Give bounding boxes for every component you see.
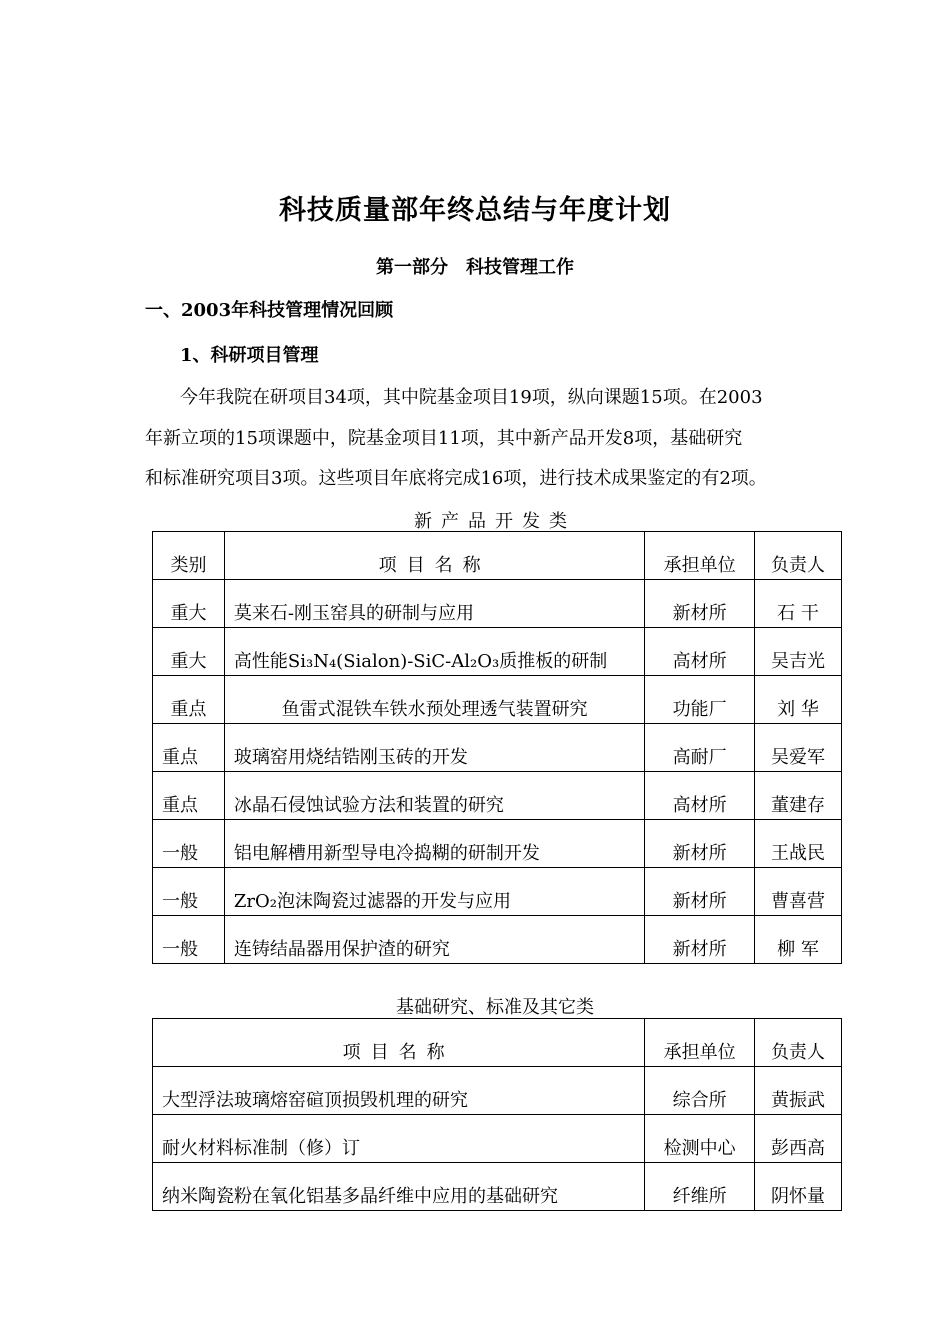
cell-project-name: 大型浮法玻璃熔窑碹顶损毁机理的研究 [153, 1067, 645, 1115]
cell-project-name: 纳米陶瓷粉在氧化铝基多晶纤维中应用的基础研究 [153, 1163, 645, 1211]
cell-unit: 新材所 [645, 916, 755, 964]
new-product-table [152, 531, 842, 964]
table-row [153, 820, 842, 868]
cell-category: 一般 [153, 820, 225, 868]
cell-lead: 石 干 [755, 580, 842, 628]
table-row [153, 1067, 842, 1115]
cell-lead: 刘 华 [755, 676, 842, 724]
header-category: 类别 [153, 532, 225, 580]
paragraph-line-2: 年新立项的15项课题中，院基金项目11项，其中新产品开发8项，基础研究 [145, 428, 743, 449]
table-row [153, 676, 842, 724]
table-row [153, 868, 842, 916]
cell-unit: 高材所 [645, 628, 755, 676]
cell-unit: 检测中心 [645, 1115, 755, 1163]
cell-lead: 吴爱军 [755, 724, 842, 772]
basic-research-table [152, 1018, 842, 1211]
table-row [153, 772, 842, 820]
header-lead: 负责人 [755, 532, 842, 580]
cell-lead: 柳 军 [755, 916, 842, 964]
cell-project-name: 高性能Si₃N₄(Sialon)-SiC-Al₂O₃质推板的研制 [224, 628, 644, 676]
header-unit: 承担单位 [645, 1019, 755, 1067]
table-header-row [153, 1019, 842, 1067]
table-row [153, 580, 842, 628]
table1-caption: 新产品开发类 [414, 511, 576, 532]
cell-category: 一般 [153, 868, 225, 916]
cell-project-name: 耐火材料标准制（修）订 [153, 1115, 645, 1163]
cell-unit: 高耐厂 [645, 724, 755, 772]
table-row [153, 628, 842, 676]
cell-project-name: 冰晶石侵蚀试验方法和装置的研究 [224, 772, 644, 820]
paragraph-line-3: 和标准研究项目3项。这些项目年底将完成16项，进行技术成果鉴定的有2项。 [145, 468, 767, 489]
cell-category: 重点 [153, 724, 225, 772]
table-row [153, 724, 842, 772]
cell-lead: 吴吉光 [755, 628, 842, 676]
cell-lead: 曹喜营 [755, 868, 842, 916]
cell-category: 重点 [153, 676, 225, 724]
cell-lead: 董建存 [755, 772, 842, 820]
cell-lead: 黄振武 [755, 1067, 842, 1115]
cell-unit: 综合所 [645, 1067, 755, 1115]
cell-category: 重大 [153, 628, 225, 676]
header-project-name: 项目名称 [153, 1019, 645, 1067]
cell-unit: 新材所 [645, 820, 755, 868]
header-lead: 负责人 [755, 1019, 842, 1067]
paragraph-line-1: 今年我院在研项目34项，其中院基金项目19项，纵向课题15项。在2003 [180, 387, 763, 408]
cell-lead: 彭西高 [755, 1115, 842, 1163]
cell-project-name: 铝电解槽用新型导电冷捣糊的研制开发 [224, 820, 644, 868]
cell-unit: 高材所 [645, 772, 755, 820]
cell-unit: 功能厂 [645, 676, 755, 724]
cell-lead: 王战民 [755, 820, 842, 868]
cell-project-name: 玻璃窑用烧结锆刚玉砖的开发 [224, 724, 644, 772]
cell-category: 重点 [153, 772, 225, 820]
table2-caption: 基础研究、标准及其它类 [396, 997, 594, 1018]
cell-unit: 新材所 [645, 580, 755, 628]
subsection-heading: 1、科研项目管理 [180, 345, 319, 366]
cell-project-name: ZrO₂泡沫陶瓷过滤器的开发与应用 [224, 868, 644, 916]
part-heading: 第一部分 科技管理工作 [376, 257, 574, 278]
cell-lead: 阴怀量 [755, 1163, 842, 1211]
table-row [153, 1115, 842, 1163]
section-heading: 一、2003年科技管理情况回顾 [145, 300, 394, 321]
document-title: 科技质量部年终总结与年度计划 [279, 195, 671, 226]
cell-project-name: 莫来石-刚玉窑具的研制与应用 [224, 580, 644, 628]
cell-project-name: 鱼雷式混铁车铁水预处理透气装置研究 [224, 676, 644, 724]
table-row [153, 916, 842, 964]
table-header-row [153, 532, 842, 580]
cell-category: 重大 [153, 580, 225, 628]
cell-category: 一般 [153, 916, 225, 964]
cell-project-name: 连铸结晶器用保护渣的研究 [224, 916, 644, 964]
cell-unit: 新材所 [645, 868, 755, 916]
cell-unit: 纤维所 [645, 1163, 755, 1211]
header-unit: 承担单位 [645, 532, 755, 580]
header-project-name: 项目名称 [224, 532, 644, 580]
table-row [153, 1163, 842, 1211]
